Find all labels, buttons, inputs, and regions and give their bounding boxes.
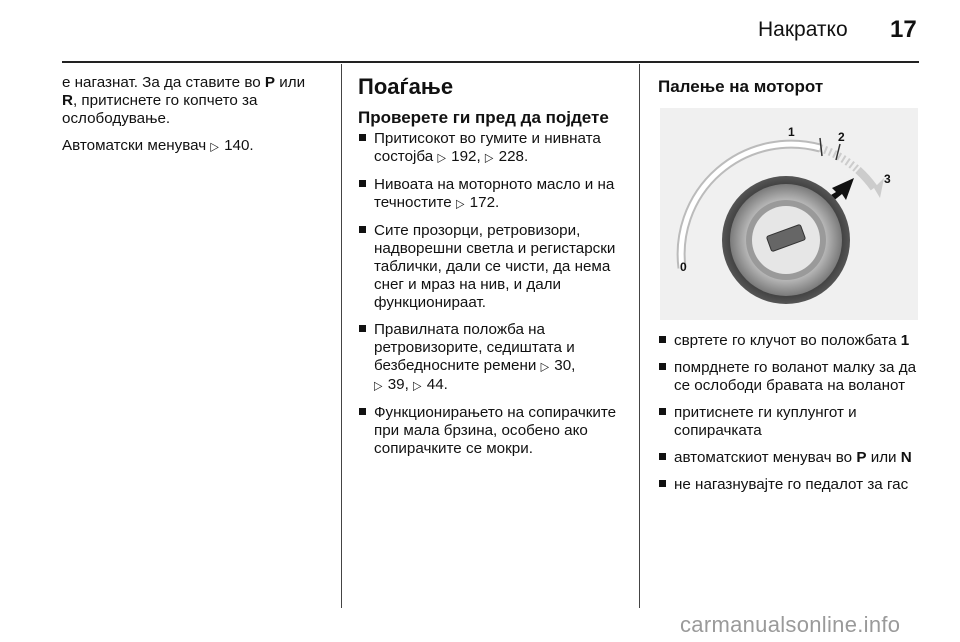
list-item: автоматскиот менувач во P или N <box>658 449 928 467</box>
column-3 <box>658 74 928 99</box>
page-reference[interactable]: 39, <box>387 376 414 393</box>
bullet-icon <box>359 226 366 233</box>
bullet-icon <box>359 325 366 332</box>
list-item: помрднете го воланот малку за да се ослободи бравата на воланот <box>658 359 928 395</box>
list-item: Притисокот во гумите и нивната состојба ▷ 192, ▷ 228. <box>358 130 628 167</box>
paragraph-automatic: Автоматски менувач ▷ 140. <box>62 137 332 156</box>
gear-r: R <box>62 92 73 109</box>
watermark: carmanualsonline.info <box>680 612 901 637</box>
reference-arrow-icon: ▷ <box>455 197 465 211</box>
column-1 <box>62 74 332 165</box>
page-reference[interactable]: 172. <box>469 194 500 211</box>
paragraph-release: е нагазнат. За да ставите во P или R, притиснете го копчето за ослободување. <box>62 74 306 127</box>
start-steps <box>658 332 928 503</box>
page-reference[interactable]: 30, <box>554 357 576 374</box>
position-arc-end <box>858 170 874 188</box>
bullet-icon <box>659 408 666 415</box>
label-position-1: 1 <box>788 125 795 139</box>
label-position-0: 0 <box>680 260 687 274</box>
section-title: Накратко <box>758 18 848 41</box>
header-rule <box>62 61 919 63</box>
list-item: притиснете ги куплунгот и сопирачката <box>658 404 928 440</box>
start-list <box>658 332 928 494</box>
heading-starting-off: Поаѓање <box>358 74 454 99</box>
list-item: Нивоата на моторното масло и на течностите ▷ 172. <box>358 176 628 213</box>
page-header <box>0 0 960 62</box>
bullet-icon <box>359 134 366 141</box>
page-reference[interactable]: 228. <box>498 148 529 165</box>
page-reference[interactable]: 44. <box>426 376 448 393</box>
ignition-switch-illustration <box>660 108 918 320</box>
column-divider-1 <box>341 64 342 608</box>
heading-checks: Проверете ги пред да појдете <box>358 108 609 127</box>
list-item: свртете го клучот во положбата 1 <box>658 332 928 350</box>
tick-1 <box>820 138 822 156</box>
reference-arrow-icon: ▷ <box>540 360 550 374</box>
reference-arrow-icon: ▷ <box>374 379 383 393</box>
arc-arrow-icon <box>874 178 884 198</box>
reference-arrow-icon: ▷ <box>484 151 494 165</box>
page-reference[interactable]: 192, <box>451 148 485 165</box>
list-item: не нагазнувајте го педалот за гас <box>658 476 928 494</box>
bullet-icon <box>659 336 666 343</box>
reference-arrow-icon: ▷ <box>437 151 446 165</box>
bullet-icon <box>659 363 666 370</box>
bullet-icon <box>359 408 366 415</box>
heading-engine-start: Палење на моторот <box>658 77 824 96</box>
bullet-icon <box>659 480 666 487</box>
ignition-figure <box>660 108 918 320</box>
column-2 <box>358 74 628 467</box>
bullet-icon <box>659 453 666 460</box>
reference-arrow-icon: ▷ <box>413 379 422 393</box>
position-arc-start <box>820 148 858 170</box>
label-position-3: 3 <box>884 172 891 186</box>
gear-p: P <box>264 74 276 91</box>
page-number: 17 <box>890 16 917 43</box>
list-item: Функционирањето на сопирачките при мала брзина, особено ако сопирачките се мокри. <box>358 404 628 458</box>
column-divider-2 <box>639 64 640 608</box>
checklist <box>358 130 628 458</box>
label-position-2: 2 <box>838 130 845 144</box>
list-item: Правилната положба на ретровизорите, седиштата и безбедносните ремени ▷ 30, ▷ 39, ▷ 44. <box>358 321 628 395</box>
reference-arrow-icon: ▷ <box>210 140 219 154</box>
bullet-icon <box>359 180 366 187</box>
page-reference[interactable]: 140. <box>224 137 254 154</box>
list-item: Сите прозорци, ретровизори, надворешни светла и регистарски таблички, дали се чисти, да нема снег и мраз на нив, и дали функционираат. <box>358 222 628 312</box>
